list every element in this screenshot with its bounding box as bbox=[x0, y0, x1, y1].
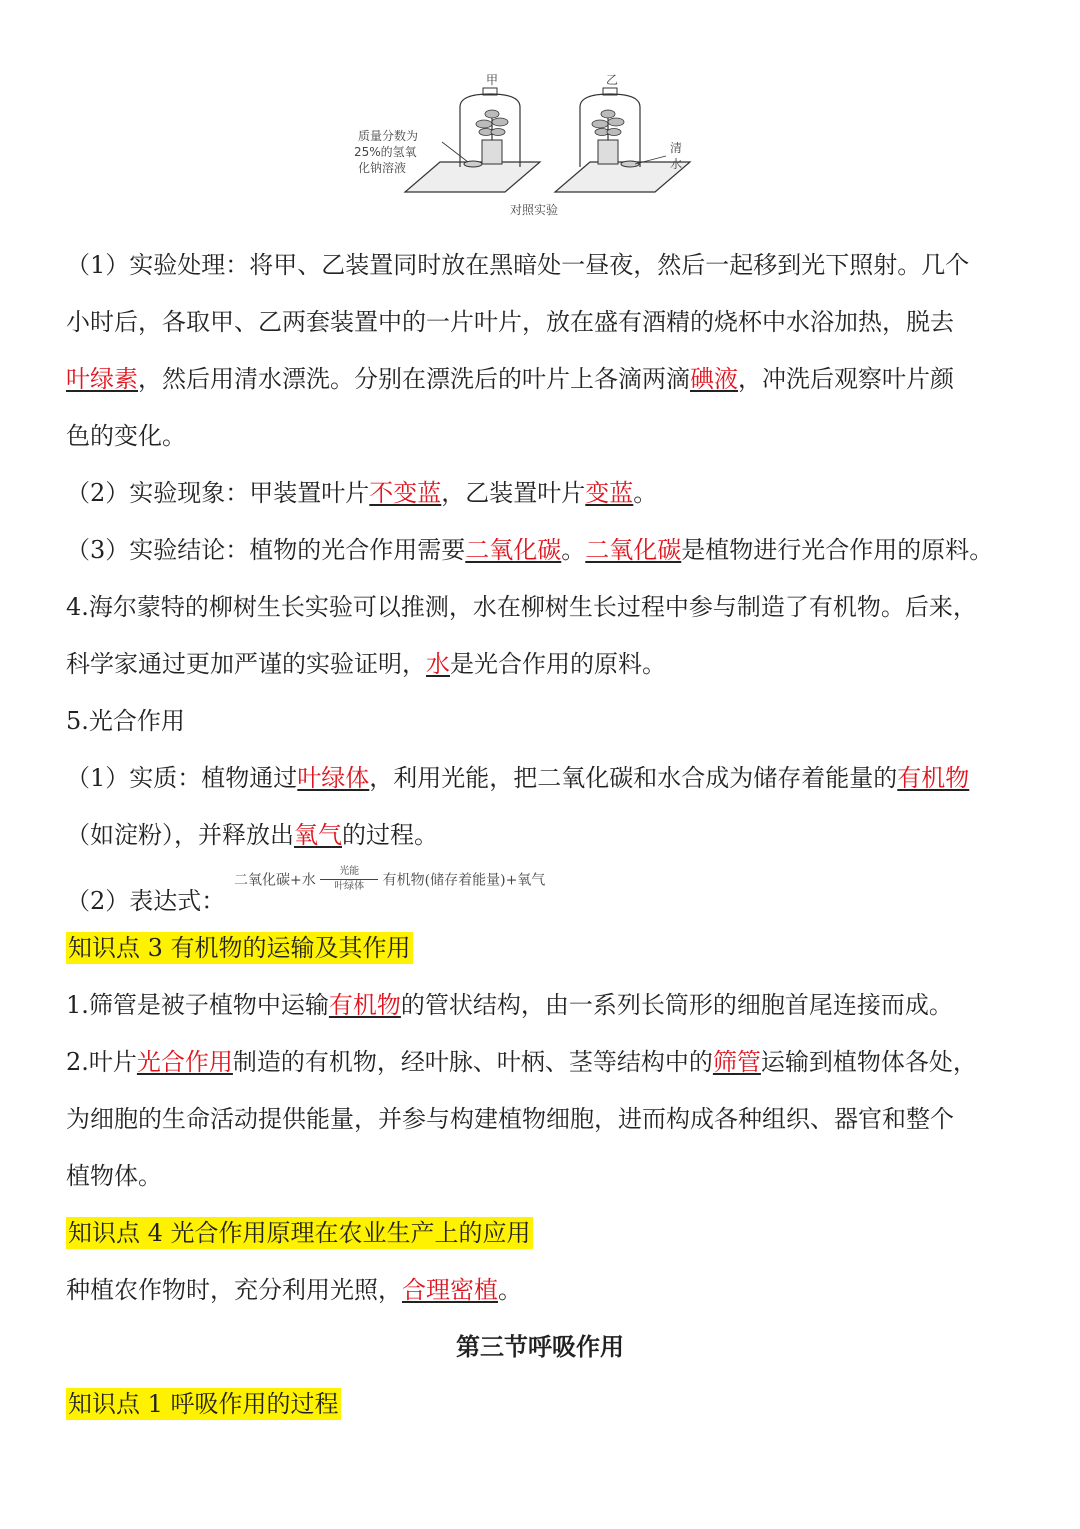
keyword-chloroplast: 叶绿体 bbox=[297, 764, 370, 792]
left-leaf bbox=[485, 110, 499, 118]
keyword-photosynthesis: 光合作用 bbox=[136, 1048, 233, 1076]
p1-line-c: 叶绿素，然后用清水漂洗。分别在漂洗后的叶片上各滴两滴碘液，冲洗后观察叶片颜 bbox=[66, 365, 954, 393]
keyword-organic-matter: 有机物 bbox=[328, 991, 401, 1019]
keyword-oxygen: 氧气 bbox=[294, 821, 342, 849]
k3p2-line-c: 植物体。 bbox=[66, 1162, 162, 1190]
formula-condition-chloroplast: 叶绿体 bbox=[334, 881, 365, 892]
p4-line-b: 科学家通过更加严谨的实验证明，水是光合作用的原料。 bbox=[66, 650, 666, 678]
p6-line-a: （1）实质：植物通过叶绿体，利用光能，把二氧化碳和水合成为储存着能量的有机物 bbox=[66, 764, 970, 792]
keyword-water: 水 bbox=[426, 650, 450, 678]
k3p1-line: 1.筛管是被子植物中运输有机物的管状结构，由一系列长筒形的细胞首尾连接而成。 bbox=[66, 991, 953, 1019]
k3-heading bbox=[66, 933, 1026, 963]
keyword-sieve-tube: 筛管 bbox=[712, 1048, 761, 1076]
keyword-blue: 变蓝 bbox=[585, 479, 634, 507]
label-yi: 乙 bbox=[606, 73, 619, 87]
p1-line-b: 小时后，各取甲、乙两套装置中的一片叶片，放在盛有酒精的烧杯中水浴加热，脱去 bbox=[66, 308, 954, 336]
keyword-dense-planting: 合理密植 bbox=[402, 1276, 498, 1304]
p1-line-a: （1）实验处理：将甲、乙装置同时放在黑暗处一昼夜，然后一起移到光下照射。几个 bbox=[66, 251, 970, 279]
left-solution-dish bbox=[464, 161, 482, 167]
k1-title: 知识点 1 呼吸作用的过程 bbox=[68, 1390, 339, 1418]
left-leaf bbox=[492, 118, 508, 126]
formula-arrow-line bbox=[320, 879, 378, 880]
p4-line-a: 4.海尔蒙特的柳树生长实验可以推测，水在柳树生长过程中参与制造了有机物。后来， bbox=[66, 593, 977, 621]
formula-arrow bbox=[320, 866, 378, 893]
p7-label: （2）表达式： bbox=[66, 887, 226, 915]
k3-title: 知识点 3 有机物的运输及其作用 bbox=[68, 934, 411, 962]
k3p2-line-b: 为细胞的生命活动提供能量，并参与构建植物细胞，进而构成各种组织、器官和整个 bbox=[66, 1105, 954, 1133]
right-note-1: 清 bbox=[670, 141, 683, 155]
experiment-diagram bbox=[340, 72, 740, 232]
k4-title: 知识点 4 光合作用原理在农业生产上的应用 bbox=[68, 1219, 531, 1247]
p6-line-b: （如淀粉），并释放出氧气的过程。 bbox=[66, 821, 438, 849]
section-title: 第三节呼吸作用 bbox=[456, 1332, 624, 1361]
keyword-organic-matter: 有机物 bbox=[897, 764, 970, 792]
keyword-co2: 二氧化碳 bbox=[585, 536, 682, 564]
k4p1-line: 种植农作物时，充分利用光照，合理密植。 bbox=[66, 1276, 522, 1304]
figure-caption: 对照实验 bbox=[510, 203, 559, 217]
keyword-iodine: 碘液 bbox=[690, 365, 738, 393]
right-leaf bbox=[592, 120, 608, 128]
left-note-3: 化钠溶液 bbox=[358, 161, 407, 175]
k4-heading bbox=[66, 1218, 1026, 1248]
p1-line-d: 色的变化。 bbox=[66, 422, 186, 450]
formula-condition-light: 光能 bbox=[339, 866, 360, 877]
photosynthesis-formula bbox=[234, 866, 545, 906]
p2-line: （2）实验现象：甲装置叶片不变蓝，乙装置叶片变蓝。 bbox=[66, 479, 658, 507]
left-leaf bbox=[476, 120, 492, 128]
formula-reactants: 二氧化碳+水 bbox=[234, 872, 316, 889]
left-leaf bbox=[491, 129, 505, 136]
experiment-figure bbox=[340, 72, 740, 232]
keyword-co2: 二氧化碳 bbox=[465, 536, 562, 564]
keyword-not-blue: 不变蓝 bbox=[369, 479, 442, 507]
right-pot bbox=[598, 140, 618, 164]
right-leaf bbox=[601, 110, 615, 118]
left-pot bbox=[482, 140, 502, 164]
keyword-chlorophyll: 叶绿素 bbox=[66, 365, 138, 393]
formula-products: 有机物(储存着能量)+氧气 bbox=[382, 872, 546, 889]
right-note-2: 水 bbox=[670, 157, 683, 171]
k1-heading bbox=[66, 1389, 1026, 1419]
left-note-1: 质量分数为 bbox=[358, 129, 419, 143]
right-leaf bbox=[607, 129, 621, 136]
p5-title: 5.光合作用 bbox=[66, 707, 185, 735]
p3-line: （3）实验结论：植物的光合作用需要二氧化碳。二氧化碳是植物进行光合作用的原料。 bbox=[66, 536, 994, 564]
k3p2-line-a: 2.叶片光合作用制造的有机物，经叶脉、叶柄、茎等结构中的筛管运输到植物体各处， bbox=[66, 1048, 977, 1076]
right-leaf bbox=[608, 118, 624, 126]
left-note-2: 25%的氢氧 bbox=[354, 145, 417, 159]
label-jia: 甲 bbox=[486, 73, 499, 87]
